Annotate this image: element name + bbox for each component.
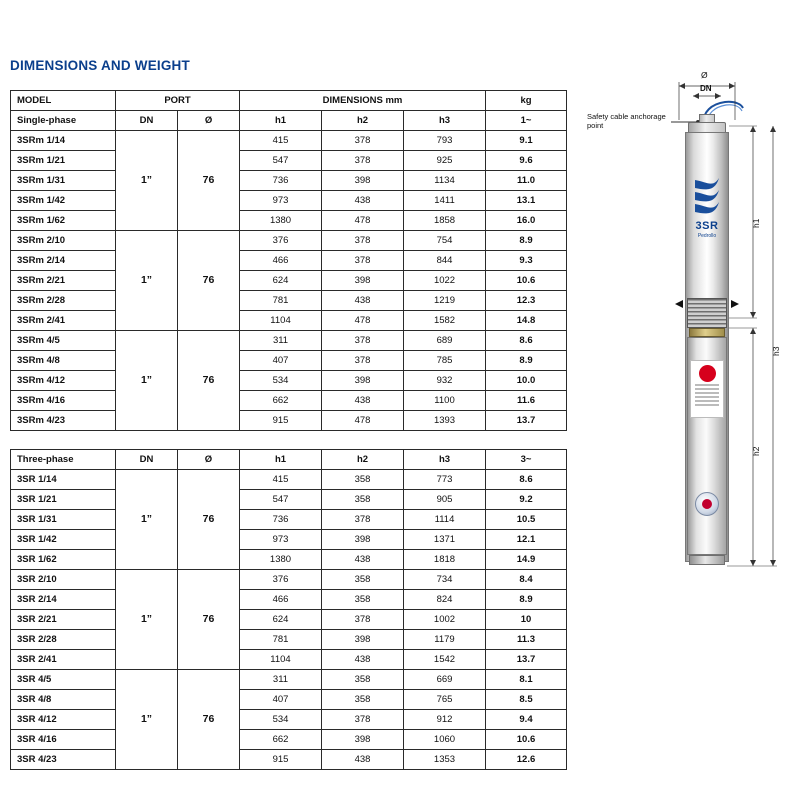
table-row: [11, 371, 567, 391]
cell-model: 3SR 4/5: [11, 670, 116, 690]
cell-kg: 11.3: [486, 630, 567, 650]
cell-h2: 378: [322, 131, 404, 151]
cell-h3: 932: [404, 371, 486, 391]
cell-h1: 736: [240, 510, 322, 530]
table-row: [11, 131, 567, 151]
label-h2: h2: [751, 446, 761, 456]
cell-h3: 1542: [404, 650, 486, 670]
cell-h3: 844: [404, 251, 486, 271]
nameplate-line: [695, 388, 719, 390]
table-header-row-1: [11, 91, 567, 111]
label-h1: h1: [751, 218, 761, 228]
cell-kg: 10.6: [486, 730, 567, 750]
cell-dn: 1”: [116, 231, 178, 331]
cell-kg: 13.1: [486, 191, 567, 211]
header-diameter: Ø: [178, 111, 240, 131]
cell-h1: 781: [240, 291, 322, 311]
safety-cable-note: Safety cable anchorage point: [587, 112, 666, 130]
cell-h2: 358: [322, 590, 404, 610]
cell-h1: 376: [240, 231, 322, 251]
table-row: [11, 251, 567, 271]
table-row: [11, 610, 567, 630]
table-row: [11, 690, 567, 710]
cell-h3: 1371: [404, 530, 486, 550]
cell-kg: 11.6: [486, 391, 567, 411]
cell-model: 3SRm 1/62: [11, 211, 116, 231]
cell-model: 3SRm 1/31: [11, 171, 116, 191]
cell-h2: 438: [322, 650, 404, 670]
cell-h1: 534: [240, 371, 322, 391]
cell-h2: 378: [322, 251, 404, 271]
cell-model: 3SRm 2/14: [11, 251, 116, 271]
logo-text: 3SR: [695, 220, 719, 232]
cell-h2: 378: [322, 231, 404, 251]
header-h2: h2: [322, 111, 404, 131]
cell-kg: 9.6: [486, 151, 567, 171]
header-diameter: Ø: [178, 450, 240, 470]
cell-model: 3SR 2/28: [11, 630, 116, 650]
cell-h1: 415: [240, 131, 322, 151]
cell-h2: 398: [322, 171, 404, 191]
cell-kg: 12.1: [486, 530, 567, 550]
cell-model: 3SR 2/41: [11, 650, 116, 670]
cell-kg: 8.1: [486, 670, 567, 690]
cell-h2: 358: [322, 490, 404, 510]
cell-h3: 793: [404, 131, 486, 151]
cell-h2: 398: [322, 271, 404, 291]
cell-h1: 736: [240, 171, 322, 191]
table-row: [11, 570, 567, 590]
cell-kg: 10.0: [486, 371, 567, 391]
cell-h3: 669: [404, 670, 486, 690]
cell-model: 3SR 1/14: [11, 470, 116, 490]
cell-h1: 547: [240, 490, 322, 510]
page-title: DIMENSIONS AND WEIGHT: [10, 58, 190, 73]
pump-technical-drawing: [575, 60, 790, 580]
cell-h3: 1114: [404, 510, 486, 530]
cell-h2: 478: [322, 311, 404, 331]
cell-kg: 9.1: [486, 131, 567, 151]
cell-model: 3SRm 1/14: [11, 131, 116, 151]
header-phase-1: 1~: [486, 111, 567, 131]
table-row: [11, 550, 567, 570]
nameplate-logo-icon: [699, 365, 716, 382]
pump-bottom-cap: [689, 555, 725, 565]
cell-h3: 1582: [404, 311, 486, 331]
table-row: [11, 391, 567, 411]
cell-kg: 14.8: [486, 311, 567, 331]
cell-model: 3SRm 4/16: [11, 391, 116, 411]
cell-kg: 8.6: [486, 331, 567, 351]
table-row: [11, 211, 567, 231]
cell-h1: 311: [240, 670, 322, 690]
cell-h3: 1818: [404, 550, 486, 570]
label-dn: DN: [700, 84, 712, 93]
cell-h3: 689: [404, 331, 486, 351]
cell-h3: 1100: [404, 391, 486, 411]
table-row: [11, 271, 567, 291]
cell-h3: 912: [404, 710, 486, 730]
table-row: [11, 331, 567, 351]
cell-h1: 624: [240, 610, 322, 630]
table-row: [11, 750, 567, 770]
cell-h3: 1353: [404, 750, 486, 770]
cell-h1: 1104: [240, 650, 322, 670]
cell-kg: 8.9: [486, 231, 567, 251]
cell-h3: 1060: [404, 730, 486, 750]
nameplate-line: [695, 400, 719, 402]
cell-h3: 773: [404, 470, 486, 490]
motor-badge: [695, 492, 719, 516]
cell-h2: 438: [322, 291, 404, 311]
cell-kg: 12.6: [486, 750, 567, 770]
table-header-row-2: [11, 111, 567, 131]
table-row: [11, 351, 567, 371]
cell-diameter: 76: [178, 470, 240, 570]
header-three-phase: Three-phase: [11, 450, 116, 470]
cell-h3: 905: [404, 490, 486, 510]
cell-h3: 1134: [404, 171, 486, 191]
cell-model: 3SRm 4/5: [11, 331, 116, 351]
nameplate-line: [695, 396, 719, 398]
cell-kg: 16.0: [486, 211, 567, 231]
cell-model: 3SRm 2/28: [11, 291, 116, 311]
cell-h1: 915: [240, 411, 322, 431]
cell-model: 3SRm 4/12: [11, 371, 116, 391]
table-row: [11, 510, 567, 530]
cell-model: 3SRm 4/8: [11, 351, 116, 371]
cell-h2: 478: [322, 211, 404, 231]
cell-model: 3SR 4/12: [11, 710, 116, 730]
cell-kg: 8.6: [486, 470, 567, 490]
cell-h1: 624: [240, 271, 322, 291]
cell-h3: 1022: [404, 271, 486, 291]
cell-kg: 12.3: [486, 291, 567, 311]
cell-h2: 378: [322, 331, 404, 351]
cell-h2: 438: [322, 391, 404, 411]
table-row: [11, 670, 567, 690]
cell-h2: 378: [322, 510, 404, 530]
table-gap: [10, 431, 566, 449]
table-row: [11, 630, 567, 650]
header-h2: h2: [322, 450, 404, 470]
table-row: [11, 151, 567, 171]
cell-h2: 438: [322, 191, 404, 211]
cell-kg: 10.5: [486, 510, 567, 530]
cell-h2: 378: [322, 351, 404, 371]
cell-h1: 973: [240, 191, 322, 211]
table-row: [11, 710, 567, 730]
cell-kg: 13.7: [486, 650, 567, 670]
cell-kg: 14.9: [486, 550, 567, 570]
cell-kg: 8.9: [486, 590, 567, 610]
motor-nameplate: [690, 360, 724, 418]
nameplate-line: [695, 404, 719, 406]
header-dn: DN: [116, 111, 178, 131]
cell-kg: 8.9: [486, 351, 567, 371]
cell-diameter: 76: [178, 131, 240, 231]
cell-h1: 407: [240, 351, 322, 371]
cell-model: 3SR 2/10: [11, 570, 116, 590]
leader-line-svg: [575, 60, 790, 580]
cell-h2: 438: [322, 750, 404, 770]
cell-h3: 925: [404, 151, 486, 171]
cell-h2: 358: [322, 690, 404, 710]
header-dn: DN: [116, 450, 178, 470]
cell-h2: 358: [322, 570, 404, 590]
cell-model: 3SRm 1/21: [11, 151, 116, 171]
cell-kg: 8.4: [486, 570, 567, 590]
brand-text: Pedrollo: [697, 233, 717, 239]
table-row: [11, 191, 567, 211]
cell-dn: 1”: [116, 131, 178, 231]
table-row: [11, 530, 567, 550]
cell-dn: 1”: [116, 331, 178, 431]
cell-h1: 534: [240, 710, 322, 730]
motor-badge-center-icon: [702, 499, 712, 509]
cell-kg: 9.3: [486, 251, 567, 271]
table-header-row: [11, 450, 567, 470]
cell-model: 3SR 4/23: [11, 750, 116, 770]
cell-kg: 11.0: [486, 171, 567, 191]
cell-h1: 415: [240, 470, 322, 490]
tables-container: [10, 90, 566, 770]
cell-kg: 9.4: [486, 710, 567, 730]
three-phase-table: [10, 449, 567, 770]
cell-h1: 781: [240, 630, 322, 650]
table-row: [11, 231, 567, 251]
cell-kg: 10.6: [486, 271, 567, 291]
pump-coupling: [689, 328, 725, 337]
cell-h1: 973: [240, 530, 322, 550]
cell-model: 3SRm 2/10: [11, 231, 116, 251]
cell-h2: 378: [322, 610, 404, 630]
header-h1: h1: [240, 111, 322, 131]
cell-model: 3SR 4/8: [11, 690, 116, 710]
cell-h2: 438: [322, 550, 404, 570]
cell-h3: 754: [404, 231, 486, 251]
cell-h2: 378: [322, 151, 404, 171]
cell-h1: 376: [240, 570, 322, 590]
cell-h1: 466: [240, 590, 322, 610]
cell-model: 3SRm 2/41: [11, 311, 116, 331]
header-port: PORT: [116, 91, 240, 111]
single-phase-table: [10, 90, 567, 431]
pedrollo-wave-logo-icon: [691, 172, 723, 218]
cell-h2: 358: [322, 470, 404, 490]
cell-h3: 1002: [404, 610, 486, 630]
table-row: [11, 411, 567, 431]
cell-h3: 1219: [404, 291, 486, 311]
header-h3: h3: [404, 111, 486, 131]
header-h3: h3: [404, 450, 486, 470]
cell-h3: 785: [404, 351, 486, 371]
nameplate-line: [695, 392, 719, 394]
cell-h2: 398: [322, 530, 404, 550]
table-row: [11, 171, 567, 191]
table-row: [11, 490, 567, 510]
table-row: [11, 291, 567, 311]
cell-h3: 824: [404, 590, 486, 610]
nameplate-line: [695, 384, 719, 386]
cell-h1: 1104: [240, 311, 322, 331]
cell-h3: 1858: [404, 211, 486, 231]
cell-h1: 466: [240, 251, 322, 271]
cell-model: 3SR 1/62: [11, 550, 116, 570]
cell-h1: 915: [240, 750, 322, 770]
cell-h1: 662: [240, 730, 322, 750]
cell-model: 3SR 1/21: [11, 490, 116, 510]
pump-model-logo: [687, 220, 727, 239]
table-row: [11, 590, 567, 610]
pump-suction-grill: [687, 298, 727, 328]
cell-diameter: 76: [178, 670, 240, 770]
cell-h3: 1411: [404, 191, 486, 211]
header-h1: h1: [240, 450, 322, 470]
cell-diameter: 76: [178, 331, 240, 431]
cell-dn: 1”: [116, 670, 178, 770]
cell-h1: 1380: [240, 550, 322, 570]
header-kg: kg: [486, 91, 567, 111]
header-dimensions: DIMENSIONS mm: [240, 91, 486, 111]
header-phase-3: 3~: [486, 450, 567, 470]
cell-dn: 1”: [116, 570, 178, 670]
cell-diameter: 76: [178, 570, 240, 670]
cell-model: 3SR 4/16: [11, 730, 116, 750]
cell-h2: 378: [322, 710, 404, 730]
cell-dn: 1”: [116, 470, 178, 570]
cell-diameter: 76: [178, 231, 240, 331]
cell-kg: 9.2: [486, 490, 567, 510]
cell-model: 3SR 2/21: [11, 610, 116, 630]
cell-kg: 10: [486, 610, 567, 630]
table-row: [11, 650, 567, 670]
cell-h3: 734: [404, 570, 486, 590]
header-model: MODEL: [11, 91, 116, 111]
label-h3: h3: [771, 346, 781, 356]
cell-h2: 398: [322, 730, 404, 750]
cell-h1: 1380: [240, 211, 322, 231]
cell-h2: 398: [322, 371, 404, 391]
table-row: [11, 730, 567, 750]
label-diameter: Ø: [701, 70, 708, 80]
cell-model: 3SR 1/31: [11, 510, 116, 530]
cell-h2: 358: [322, 670, 404, 690]
cell-kg: 13.7: [486, 411, 567, 431]
cell-h3: 765: [404, 690, 486, 710]
cell-model: 3SR 1/42: [11, 530, 116, 550]
cell-model: 3SRm 4/23: [11, 411, 116, 431]
cell-h1: 311: [240, 331, 322, 351]
header-single-phase: Single-phase: [11, 111, 116, 131]
cell-h3: 1393: [404, 411, 486, 431]
cell-h1: 547: [240, 151, 322, 171]
cell-model: 3SRm 1/42: [11, 191, 116, 211]
cell-model: 3SRm 2/21: [11, 271, 116, 291]
cell-model: 3SR 2/14: [11, 590, 116, 610]
cell-h2: 478: [322, 411, 404, 431]
cell-h2: 398: [322, 630, 404, 650]
cell-h1: 662: [240, 391, 322, 411]
cell-h1: 407: [240, 690, 322, 710]
table-row: [11, 470, 567, 490]
cell-kg: 8.5: [486, 690, 567, 710]
cell-h3: 1179: [404, 630, 486, 650]
table-row: [11, 311, 567, 331]
